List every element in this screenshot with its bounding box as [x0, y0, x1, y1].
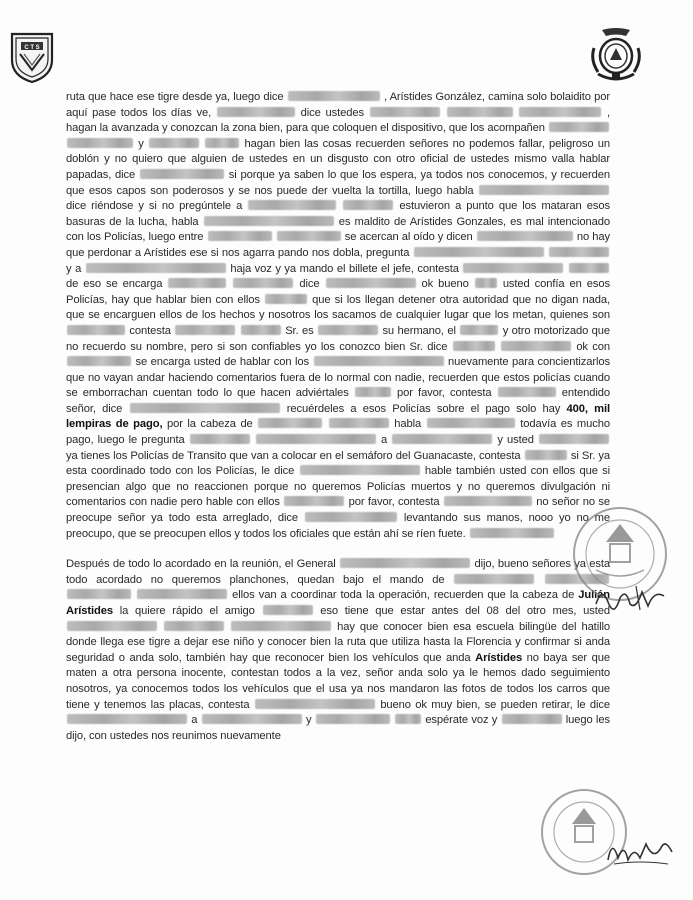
- crest-shield-icon: [8, 30, 56, 84]
- text-run: es maldito de Arístides Gonzales, es mal intencionado con los Policías, luego entre: [66, 215, 611, 244]
- redaction-block: [343, 200, 393, 210]
- text-run: estuvieron a punto que los mataran esos basuras de la lucha, habla: [66, 200, 610, 228]
- redaction-block: [190, 434, 250, 444]
- redaction-block: [501, 341, 571, 351]
- redaction-block: [263, 605, 313, 615]
- redaction-block: [248, 200, 336, 210]
- text-run: haja voz y ya mando el billete el jefe, contesta: [230, 262, 459, 275]
- redaction-block: [519, 107, 601, 117]
- redaction-block: [284, 496, 344, 506]
- redaction-block: [288, 91, 380, 101]
- text-run: hable también usted con ellos que si presencian algo que no reaccionen porque no queremos Policías muertos y no queremos divulgación ni comentarios con nadie pero hable con ellos: [66, 465, 610, 509]
- text-run: espérate voz y: [425, 714, 498, 727]
- text-run: dice ustedes: [300, 106, 365, 119]
- redaction-block: [427, 418, 515, 428]
- redaction-block: [460, 325, 498, 335]
- redaction-block: [355, 387, 391, 397]
- redaction-block: [414, 247, 544, 257]
- signature-icon: [590, 580, 670, 614]
- redaction-block: [454, 574, 534, 584]
- text-run: no señor no se preocupe señor ya todo esta arreglado, dice: [66, 496, 611, 525]
- text-run: su hermano, el: [382, 324, 456, 337]
- text-run: por favor, contesta: [348, 496, 440, 509]
- text-run: y otro motorizado que no recuerdo su nombre, pero si son confiables yo los conozco bien Sr. dice: [66, 324, 611, 353]
- honduras-coat-of-arms-icon: [588, 26, 644, 84]
- text-run: habla: [394, 418, 422, 431]
- text-run: ruta que hace ese tigre desde ya, luego dice: [66, 91, 284, 103]
- signature-icon: [604, 832, 676, 868]
- text-run: y: [305, 714, 312, 727]
- redaction-block: [140, 169, 224, 179]
- redaction-block: [300, 465, 420, 475]
- redaction-block: [549, 247, 609, 257]
- text-run: ellos van a coordinar toda la operación, recuerden que la cabeza de: [232, 589, 575, 602]
- redaction-block: [204, 216, 334, 226]
- redaction-block: [340, 558, 470, 568]
- redaction-block: [477, 231, 573, 241]
- redaction-block: [318, 325, 378, 335]
- redaction-block: [217, 107, 295, 117]
- redaction-block: [202, 714, 302, 724]
- text-run: luego les dijo, con ustedes nos reunimos nuevamente: [66, 714, 610, 742]
- text-run: a: [191, 714, 198, 727]
- redaction-block: [175, 325, 235, 335]
- paragraph-2: [66, 557, 610, 744]
- text-run: y: [138, 137, 144, 150]
- redaction-block: [479, 185, 609, 195]
- redaction-block: [502, 714, 562, 724]
- redaction-block: [265, 294, 307, 304]
- redaction-block: [314, 356, 444, 366]
- text-run: usted confía en esos Policías, hay que hablar bien con ellos: [66, 278, 611, 306]
- redaction-block: [316, 714, 390, 724]
- redaction-block: [256, 434, 376, 444]
- redaction-block: [67, 356, 131, 366]
- redaction-block: [255, 699, 375, 709]
- redaction-block: [277, 231, 341, 241]
- redaction-block: [453, 341, 495, 351]
- text-run: dice: [299, 278, 320, 291]
- redaction-block: [463, 263, 563, 273]
- text-run: la quiere rápido el amigo: [119, 605, 255, 617]
- text-run: nuevamente para concientizarlos que no vayan andar haciendo comentarios fuera de lo normal con nadie, recuerden que estos policías cuando se emborrachan cuentan todo lo que hacen adviértales: [66, 356, 610, 400]
- redaction-block: [208, 231, 272, 241]
- text-run: y a: [66, 262, 82, 275]
- text-run: Después de todo lo acordado en la reunión, el General: [66, 558, 336, 571]
- redaction-block: [86, 263, 226, 273]
- document-body: [66, 90, 610, 744]
- redaction-block: [470, 528, 554, 538]
- redaction-block: [168, 278, 226, 288]
- text-run: , hagan la avanzada y conozcan la zona bien, para que coloquen el dispositivo, que los acompañen: [66, 106, 611, 135]
- redaction-block: [326, 278, 416, 288]
- redaction-block: [395, 714, 421, 724]
- text-run: hay que conocer bien esa escuela bilingüe del hatillo donde llega ese tigre a dejar ese niño y conocer bien la ruta que utiliza hasta la Florencia y confirmar si anda seguridad o anda solo, también hay que reconocer bien los vehículos que anda: [66, 620, 610, 664]
- text-run: se acercan al oído y dicen: [344, 231, 473, 244]
- text-run: dijo, bueno señores ya esta todo acordado no queremos planchones, quedan bajo el mando de: [66, 558, 611, 586]
- redaction-block: [525, 450, 567, 460]
- redaction-block: [67, 325, 125, 335]
- redaction-block: [447, 107, 513, 117]
- text-run: a: [380, 434, 388, 447]
- payment-amount: 400, mil lempiras de pago,: [66, 402, 611, 431]
- target-surname: Arístides: [475, 651, 523, 664]
- redaction-block: [205, 138, 239, 148]
- redaction-block: [67, 714, 187, 724]
- redaction-block: [67, 621, 157, 631]
- text-run: , Arístides González, camina solo bolaidito por aquí pase todos los días ve,: [66, 91, 610, 119]
- text-run: por favor, contesta: [397, 387, 492, 400]
- redaction-block: [444, 496, 532, 506]
- text-run: si Sr. ya esta coordinado todo con los Policías, le dice: [66, 449, 611, 478]
- text-run: entendido señor, dice: [66, 387, 610, 415]
- text-run: y usted: [497, 434, 534, 447]
- paragraph-1: [66, 90, 610, 542]
- text-run: si porque ya saben lo que los espera, ya todos nos conocemos, y recuerden que esos capos son poderosos y se nos puede der vuelta la tortilla, luego habla: [66, 168, 610, 197]
- text-run: se encarga usted de hablar con los: [135, 356, 310, 369]
- text-run: levantando sus manos, nooo yo no me preocupo, que se preocupen ellos y todos los oficiales que están ahí se ríen fuete.: [66, 512, 610, 540]
- text-run: dice riéndose y si no pregúntele a: [66, 200, 243, 213]
- text-run: no hay que perdonar a Arístides ese si nos agarra pando nos dobla, pregunta: [66, 231, 610, 259]
- text-run: hagan bien las cosas recuerden señores no podemos fallar, peligroso un doblón y no quiero que alguien de ustedes en un disgusto con otro oficial de ustedes mismo valla hablar papadas, dice: [66, 137, 610, 181]
- redaction-block: [149, 138, 199, 148]
- redaction-block: [370, 107, 440, 117]
- redaction-block: [241, 325, 281, 335]
- redaction-block: [392, 434, 492, 444]
- text-run: por la cabeza de: [167, 418, 253, 431]
- text-run: bueno ok muy bien, se pueden retirar, le dice: [380, 698, 610, 711]
- text-run: ok bueno: [421, 278, 469, 291]
- redaction-block: [231, 621, 331, 631]
- target-name: Julián Arístides: [66, 589, 611, 617]
- text-run: no baya ser que maten a otra persona inocente, contestan todos a la vez, señor anda solo ya le hemos dado seguimiento nosotros, ya conocemos todos los vehículos que el usa ya nos mandaron las fotos de todos los carros que tiene y tenemos las placas, contesta: [66, 651, 610, 711]
- redaction-block: [498, 387, 556, 397]
- redaction-block: [164, 621, 224, 631]
- text-run: ya tienes los Policías de Transito que van a colocar en el semáforo del Guanacaste, contesta: [66, 449, 521, 462]
- text-run: Sr. es: [285, 324, 314, 337]
- text-run: ok con: [576, 340, 610, 353]
- redaction-block: [137, 589, 227, 599]
- redaction-block: [539, 434, 609, 444]
- redaction-block: [305, 512, 397, 522]
- redaction-block: [130, 403, 280, 413]
- redaction-block: [67, 138, 133, 148]
- redaction-block: [329, 418, 389, 428]
- redaction-block: [258, 418, 322, 428]
- text-run: que si los llegan detener otra autoridad que no digan nada, que se encarguen ellos de los hechos y nosotros los sacamos de cualquier lugar que los metan, quienes son: [66, 293, 610, 322]
- redaction-block: [475, 278, 497, 288]
- text-run: eso tiene que estar antes del 08 del otro mes, usted: [320, 605, 611, 617]
- svg-text:C T S: C T S: [24, 45, 40, 51]
- redaction-block: [233, 278, 293, 288]
- text-run: todavía es mucho pago, luego le pregunta: [66, 418, 610, 447]
- redaction-block: [67, 589, 131, 599]
- text-run: contesta: [129, 324, 171, 337]
- redaction-block: [549, 122, 609, 132]
- redaction-block: [569, 263, 609, 273]
- text-run: recuérdeles a esos Policías sobre el pago solo hay: [286, 402, 561, 415]
- text-run: de eso se encarga: [66, 278, 163, 291]
